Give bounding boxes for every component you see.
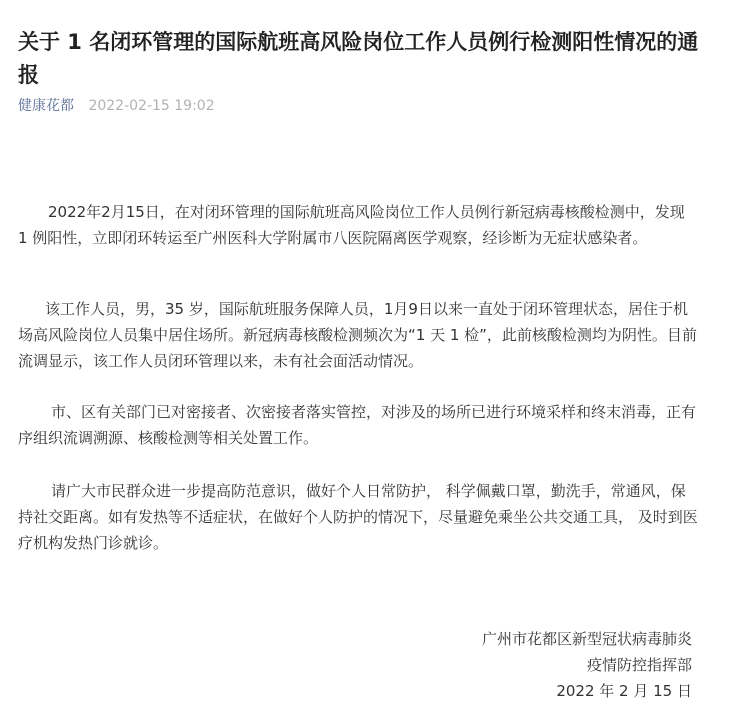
article-title: 关于 1 名闭环管理的国际航班高风险岗位工作人员例行检测阳性情况的通报 bbox=[18, 30, 699, 87]
paragraph-4: 请广大市民群众进一步提高防范意识，做好个人日常防护， 科学佩戴口罩，勤洗手，常通风，保持社交距离。如有发热等不适症状，在做好个人防护的情况下，尽量避免乘坐公共交通工具， 及时到医疗机构发热门诊就诊。 bbox=[18, 482, 698, 552]
signature-org-line1: 广州市花都区新型冠状病毒肺炎 bbox=[481, 630, 692, 648]
account-name-link[interactable]: 健康花都 bbox=[18, 98, 74, 114]
signature-date: 2022 年 2 月 15 日 bbox=[556, 682, 692, 700]
paragraph-3: 市、区有关部门已对密接者、次密接者落实管控，对涉及的场所已进行环境采样和终末消毒，正有序组织流调溯源、核酸检测等相关处置工作。 bbox=[18, 403, 697, 447]
article-meta bbox=[18, 96, 215, 116]
signature-org-line2: 疫情防控指挥部 bbox=[586, 656, 692, 674]
paragraph-1: 2022年2月15日，在对闭环管理的国际航班高风险岗位工作人员例行新冠病毒核酸检测中，发现 1 例阳性，立即闭环转运至广州医科大学附属市八医院隔离医学观察，经诊断为无症状感染者。 bbox=[18, 203, 685, 247]
publish-time: 2022-02-15 19:02 bbox=[88, 98, 215, 114]
signature-block bbox=[482, 626, 692, 704]
paragraph-2: 该工作人员，男，35 岁，国际航班服务保障人员，1月9日以来一直处于闭环管理状态，居住于机场高风险岗位人员集中居住场所。新冠病毒核酸检测频次为“1 天 1 检”，此前核酸检测均为阴性。目前流调显示，该工作人员闭环管理以来，未有社会面活动情况。 bbox=[18, 300, 697, 370]
